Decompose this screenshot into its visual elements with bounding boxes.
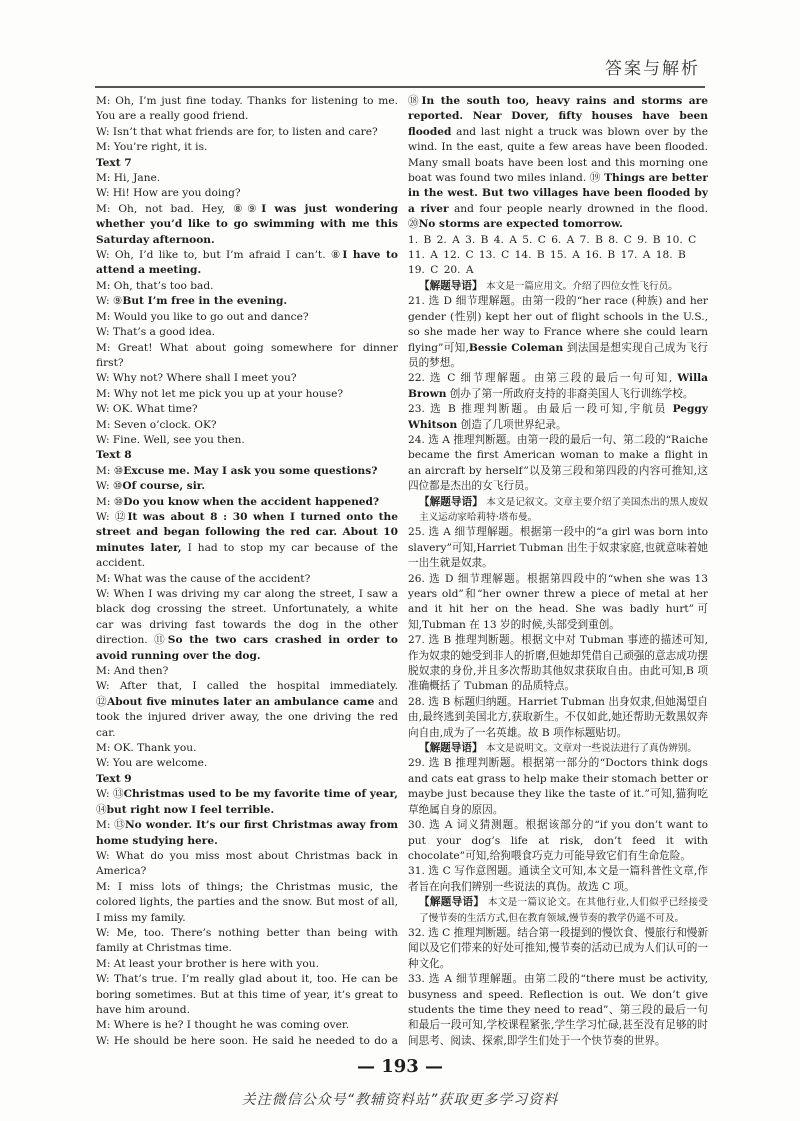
line-text: 30. 选 A 词义猜测题。根据该部分的“if you don’t want to put your dog’s life at risk, don’t feed it with chocolate”可知,给狗喂食巧克力可能导致它们有生命危险。 [408,819,708,862]
line-text: Text 7 [96,156,132,169]
text-line [96,957,398,972]
bold-text: Peggy Whitson [408,403,708,431]
text-line [408,371,708,402]
section-heading [96,448,398,463]
line-text: 23. 选 B 推理判断题。由最后一段可知,宇航员 [408,403,673,416]
text-line [408,495,708,526]
line-text: Text 8 [96,449,132,462]
line-text: 1. B 2. A 3. B 4. A 5. C 6. A 7. B 8. C 9. B 10. C [408,233,697,246]
line-text: 本文是说明文。文章对一些说法进行了真伪辨别。 [485,743,697,755]
text-line [96,202,398,248]
line-text: M: Why not let me pick you up at your house? [96,387,344,400]
text-line [96,664,398,679]
line-text: W: ⑨ [96,295,123,308]
line-text: ⑱ [408,95,422,107]
line-text: and four people nearly drowned in the flood. ⑳ [408,202,708,231]
line-text: 11. A 12. C 13. C 14. B 15. A 16. B 17. A 18. B [408,249,686,262]
answer-key-line [408,248,708,263]
section-heading [96,772,398,787]
text-line [96,341,398,372]
text-line [96,1018,398,1033]
text-line [96,433,398,448]
left-column [96,94,398,1049]
text-line [96,926,398,957]
text-line [408,741,708,756]
text-line [408,926,708,972]
line-text: 【解题导语】 [419,279,483,292]
line-text: 创办了第一所政府支持的非裔美国人飞行训练学校。 [446,387,694,400]
text-line [408,572,708,634]
line-text: W: Why not? Where shall I meet you? [96,372,297,385]
line-text: M: Oh, I’m just fine today. Thanks for listening to me. You are a really good friend. [96,95,398,123]
line-text: W: What do you miss most about Christmas back in America? [96,849,398,878]
line-text: M: ⑩ [96,495,124,508]
text-line [96,679,398,741]
text-line [408,972,708,1049]
text-line [408,525,708,571]
line-text: W: That’s true. I’m really glad about it, too. He can be boring sometimes. But at this time of year, it’s great to have him around. [96,973,398,1016]
line-text: M: Would you like to go out and dance? [96,310,309,323]
bold-text: No wonder. It’s our first Christmas away from home studying here. [96,819,398,847]
bold-text: Excuse me. May I ask you some questions? [123,464,378,477]
text-line [408,433,708,495]
bold-text: I have to attend a meeting. [96,249,398,277]
line-text: 22. 选 C 细节理解题。由第三段的最后一句可知, [408,372,678,385]
text-line [96,587,398,664]
line-text: 【解题导语】 [419,495,483,508]
line-text: 【解题导语】 [419,896,485,909]
text-line [96,140,398,155]
text-line [408,864,708,895]
line-text: 24. 选 A 推理判断题。由第一段的最后一句、第二段的“Raiche became the first American woman to make a flight in an aircraft by herself”以及第三段和第四段的内容可推知,这四位都是杰出的女飞行员。 [408,433,708,493]
text-line [96,1034,398,1049]
text-line [96,371,398,386]
line-text: 26. 选 D 细节理解题。根据第四段中的“when she was 13 years old”和“her owner threw a piece of metal at her and it hit her on the head. She was badly hurt”可知,Tubman 在 13 岁的时候,头部受到重创。 [408,572,708,631]
line-text: M: Seven o’clock. OK? [96,418,217,431]
line-text: M: I miss lots of things; the Christmas music, the colored lights, the parties and the snow. But most of all, I miss my family. [96,880,398,924]
line-text: 28. 选 B 标题归纳题。Harriet Tubman 出身奴隶,但她渴望自由,最终逃到美国北方,获取新生。不仅如此,她还帮助无数黑奴奔向自由,成为了一名英雄。故 B 项作标题贴切。 [408,695,708,739]
text-line [408,94,708,233]
text-line [96,310,398,325]
text-line [96,94,398,125]
text-line [408,633,708,695]
bold-text: Bessie Coleman [468,341,564,354]
page-number: — 193 — [356,1056,444,1077]
line-text: W: Hi! How are you doing? [96,187,241,200]
bold-text: Christmas used to be my favorite time of year, [123,788,398,801]
footer-watermark: 关注微信公众号“教辅资料站”获取更多学习资料 [241,1092,559,1108]
text-line [96,325,398,340]
line-text: and took the injured driver away, the one driving the red car. [96,695,398,739]
line-text: 创造了几项世界纪录。 [457,418,567,431]
line-text: 31. 选 C 写作意图题。通读全文可知,本文是一篇科普性文章,作者旨在向我们辨别一些说法的真伪。故选 C 项。 [408,865,708,893]
line-text: W: Oh, I’d like to, but I’m afraid I can’t. ⑧ [96,249,343,262]
bold-text: In the south too, heavy rains and storms are reported. Near Dover, fifty houses have been flooded [408,95,708,138]
text-line [96,849,398,880]
line-text: 29. 选 B 推理判断题。根据第一部分的“Doctors think dogs and cats eat grass to help make their stomach better or maybe just because they like the taste of it.”可知,猫狗吃草绝属自身的原因。 [408,757,708,816]
text-line [408,279,708,294]
line-text: W: Isn’t that what friends are for, to listen and care? [96,125,378,138]
bold-text: It was about 8 : 30 when I turned onto the street and began following the red car. About 10 minutes later, [96,510,398,554]
bold-text: About five minutes later an ambulance came [106,695,375,708]
line-text: and last night a truck was blown over by the wind. In the east, quite a few areas have been flooded. Many small boats have been lost and this morning one boat was found two miles inland. ⑲ [408,125,708,185]
line-text: M: ⑬ [96,819,125,832]
line-text: ⑭ [96,803,107,816]
answer-key-line [408,233,708,248]
text-line [96,279,398,294]
text-line [96,818,398,849]
line-text: M: You’re right, it is. [96,141,208,154]
line-text: 本文是一篇议论文。在其他行业,人们似乎已经接受了慢节奏的生活方式,但在教育领域,慢节奏的教学仍遥不可及。 [419,897,708,924]
line-text: M: And then? [96,665,169,678]
line-text: 【解题导语】 [419,742,483,755]
text-line [408,756,708,818]
text-line [96,880,398,926]
text-line [96,972,398,1018]
bold-text: Things are better in the west. But two villages have been flooded by a river [408,172,708,215]
line-text: 27. 选 B 推理判断题。根据文中对 Tubman 事迹的描述可知,作为奴隶的她受到非人的折磨,但她却凭借自己顽强的意志成功摆脱奴隶的身份,并且多次帮助其他奴隶获取自由。由此可知,B 项准确概括了 Tubman 的品质特点。 [408,634,708,693]
line-text: W: When I was driving my car along the street, I saw a black dog crossing the street. Unfortunately, a white car was driving fast towards the dog in the other direction. ⑪ [96,588,398,647]
line-text: M: Oh, not bad. Hey, ⑧⑨ [96,202,262,215]
text-line [96,787,398,818]
text-line [96,387,398,402]
bold-text: So the two cars crashed in order to avoid running over the dog. [96,634,398,662]
line-text: M: Oh, that’s too bad. [96,279,214,292]
text-line [96,756,398,771]
text-line [408,294,708,371]
line-text: W: ⑫ [96,510,128,523]
line-text: 33. 选 A 细节理解题。由第二段的“there must be activity, busyness and speed. Reflection is out. We don’t give students the time they need to read”、第三段的最后一句和最后一段可知,学校课程紧张,学生学习忙碌,甚至没有足够的时间思考、阅读、探索,即学生们处于一个快节奏的世界。 [408,973,708,1047]
line-text: W: Fine. Well, see you then. [96,433,245,446]
line-text: 21. 选 D 细节理解题。由第一段的“her race (种族) and her gender (性别) kept her out of flight schools in the U.S., so she made her way to France where she could learn flying”可知, [408,295,708,354]
line-text: M: What was the cause of the accident? [96,572,311,585]
line-text: Text 9 [96,772,132,785]
bold-text: Do you know when the accident happened? [123,495,380,508]
text-line [408,895,708,926]
line-text: 19. C 20. A [408,264,474,277]
line-text: 32. 选 C 推理判断题。结合第一段提到的慢饮食、慢旅行和慢新闻以及它们带来的好处可推知,慢节奏的活动已成为人们认可的一种文化。 [408,926,708,970]
text-line [408,818,708,864]
line-text: W: Me, too. There’s nothing better than being with family at Christmas time. [96,926,398,955]
line-text: W: He should be here soon. He said he needed to do a [96,1034,398,1047]
text-line [96,572,398,587]
text-line [96,125,398,140]
text-line [96,294,398,309]
bold-text: Of course, sir. [122,480,206,493]
text-line [96,464,398,479]
line-text: M: At least your brother is here with you. [96,957,319,970]
text-line [96,479,398,494]
line-text: 到法国是想实现自己成为飞行员的梦想。 [408,341,708,369]
line-text: M: Hi, Jane. [96,172,161,185]
page-header-title: 答案与解析 [605,59,700,79]
line-text: W: ⑬ [96,788,124,801]
text-line [96,402,398,417]
line-text: 本文是一篇应用文。介绍了四位女性飞行员。 [485,280,678,292]
line-text: M: Great! What about going somewhere for dinner first? [96,341,398,369]
line-text: 本文是记叙文。文章主要介绍了美国杰出的黑人废奴主义运动家哈莉特·塔布曼。 [419,496,708,523]
line-text: M: ⑩ [96,464,124,477]
bold-text: but right now I feel terrible. [106,803,275,816]
line-text: W: After that, I called the hospital immediately. ⑫ [96,680,398,708]
line-text: I had to stop my car because of the accident. [96,541,398,570]
text-line [408,402,708,433]
text-line [96,495,398,510]
line-text: W: OK. What time? [96,403,198,416]
bold-text: No storms are expected tomorrow. [418,218,623,231]
header-rule [95,86,705,88]
bold-text: I was just wondering whether you’d like to go swimming with me this Saturday afternoon. [96,202,398,246]
right-column [408,94,708,1049]
text-line [408,695,708,741]
line-text: W: ⑩ [96,480,123,493]
line-text: W: That’s a good idea. [96,326,216,339]
text-line [96,418,398,433]
section-heading [96,156,398,171]
text-line [96,741,398,756]
line-text: M: OK. Thank you. [96,742,197,755]
bold-text: But I’m free in the evening. [122,295,288,308]
line-text: W: You are welcome. [96,757,208,770]
line-text: M: Where is he? I thought he was coming over. [96,1019,350,1032]
line-text: 25. 选 A 细节理解题。根据第一段中的“a girl was born into slavery”可知,Harriet Tubman 出生于奴隶家庭,也就意味着她一出生就是奴隶。 [408,526,708,570]
text-line [96,248,398,279]
text-line [96,186,398,201]
bold-text: Willa Brown [408,372,708,400]
answer-key-line [408,263,708,278]
text-line [96,171,398,186]
text-line [96,510,398,572]
